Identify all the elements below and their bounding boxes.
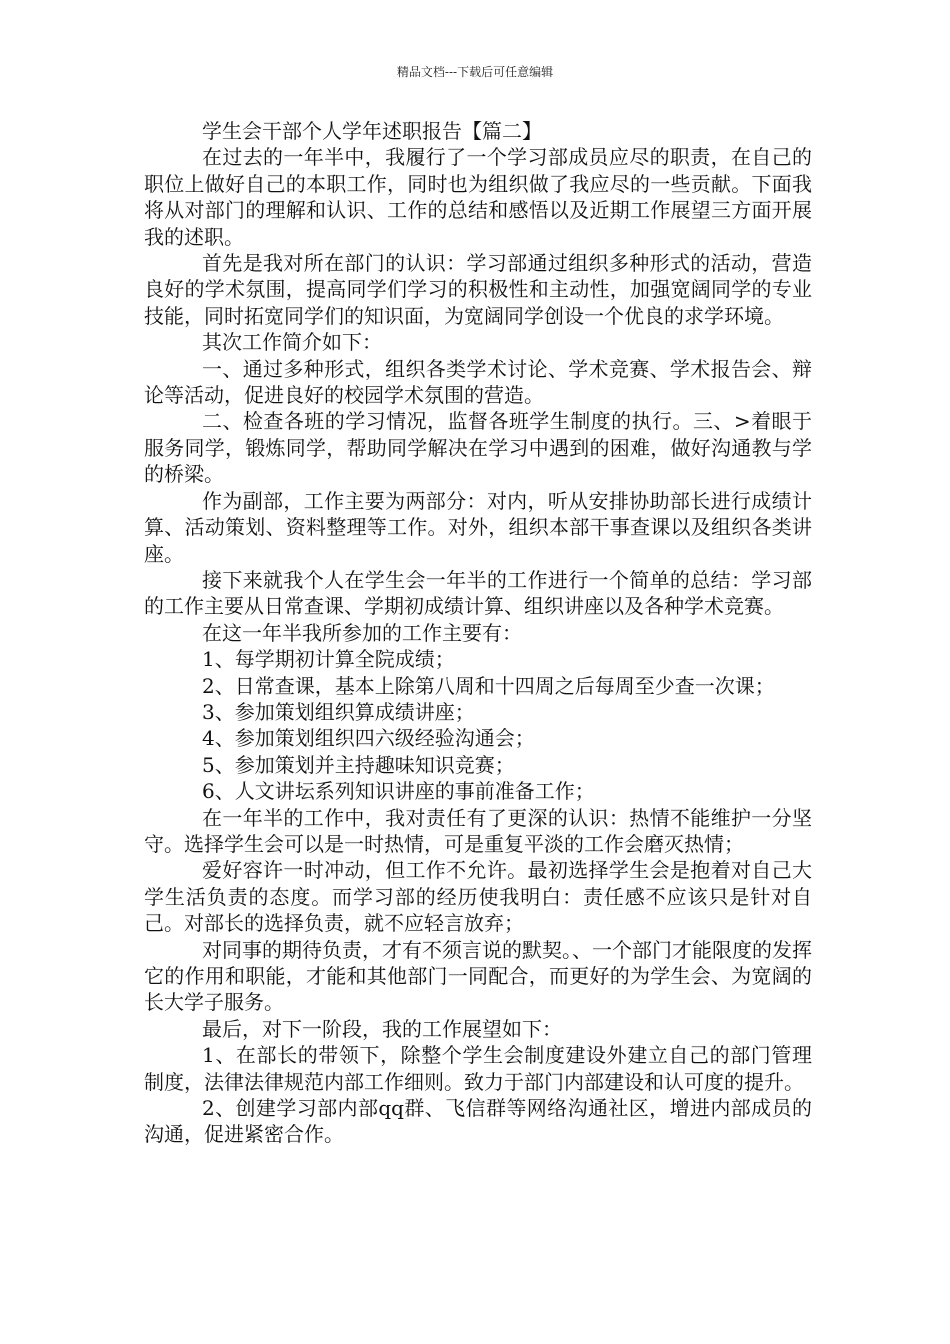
paragraph-department-understanding: 首先是我对所在部门的认识：学习部通过组织多种形式的活动，营造良好的学术氛围，提高同学们学习的积极性和主动性，加强宽阔同学的专业技能，同时拓宽同学们的知识面，为宽阔同学创设一个优良的求学环境。 bbox=[144, 251, 812, 328]
list-item: 1、在部长的带领下，除整个学生会制度建设外建立自己的部门管理制度，法律法律规范内部工作细则。致力于部门内部建设和认可度的提升。 bbox=[144, 1043, 812, 1094]
paragraph-work-intro: 其次工作简介如下： bbox=[202, 330, 382, 355]
list-item: 2、创建学习部内部qq群、飞信群等网络沟通社区，增进内部成员的沟通，促进紧密合作。 bbox=[144, 1096, 812, 1147]
paragraph-work-list-intro: 在这一年半我所参加的工作主要有： bbox=[202, 620, 522, 645]
paragraph-item-two-three: 二、检查各班的学习情况，监督各班学生制度的执行。三、>着眼于服务同学，锻炼同学，帮助同学解决在学习中遇到的困难，做好沟通教与学的桥梁。 bbox=[144, 409, 812, 487]
paragraph-summary: 接下来就我个人在学生会一年半的工作进行一个简单的总结：学习部的工作主要从日常查课、学期初成绩计算、组织讲座以及各种学术竞赛。 bbox=[144, 567, 812, 619]
paragraph-responsibility: 在一年半的工作中，我对责任有了更深的认识：热情不能维护一分坚守。选择学生会可以是一时热情，可是重复平淡的工作会磨灭热情； bbox=[144, 805, 812, 856]
paragraph-item-one: 一、通过多种形式，组织各类学术讨论、学术竞赛、学术报告会、辩论等活动，促进良好的校园学术氛围的营造。 bbox=[144, 356, 812, 408]
page-header: 精品文档---下载后可任意编辑 bbox=[396, 65, 554, 79]
document-title: 学生会干部个人学年述职报告【篇二】 bbox=[202, 119, 542, 143]
list-item: 3、参加策划组织算成绩讲座； bbox=[202, 699, 475, 724]
list-item: 6、人文讲坛系列知识讲座的事前准备工作； bbox=[202, 779, 595, 804]
paragraph-outlook-intro: 最后，对下一阶段，我的工作展望如下： bbox=[202, 1016, 562, 1041]
document-body bbox=[144, 118, 812, 1148]
paragraph-intro: 在过去的一年半中，我履行了一个学习部成员应尽的职责，在自己的职位上做好自己的本职工作，同时也为组织做了我应尽的一些贡献。下面我将从对部门的理解和认识、工作的总结和感悟以及近期工作展望三方面开展我的述职。 bbox=[144, 145, 812, 249]
list-item: 5、参加策划并主持趣味知识竞赛； bbox=[202, 752, 515, 777]
paragraph-colleagues: 对同事的期待负责，才有不须言说的默契。、一个部门才能限度的发挥它的作用和职能，才能和其他部门一同配合，而更好的为学生会、为宽阔的长大学子服务。 bbox=[144, 937, 812, 1015]
list-item: 4、参加策划组织四六级经验沟通会； bbox=[202, 726, 535, 751]
list-item: 2、日常查课，基本上除第八周和十四周之后每周至少查一次课； bbox=[202, 673, 775, 698]
paragraph-hobby-work: 爱好容许一时冲动，但工作不允许。最初选择学生会是抱着对自己大学生活负责的态度。而学习部的经历使我明白：责任感不应该只是针对自己。对部长的选择负责，就不应轻言放弃； bbox=[144, 858, 812, 936]
list-item: 1、每学期初计算全院成绩； bbox=[202, 647, 455, 672]
paragraph-vice-role: 作为副部，工作主要为两部分：对内，听从安排协助部长进行成绩计算、活动策划、资料整理等工作。对外，组织本部干事查课以及组织各类讲座。 bbox=[144, 488, 812, 566]
